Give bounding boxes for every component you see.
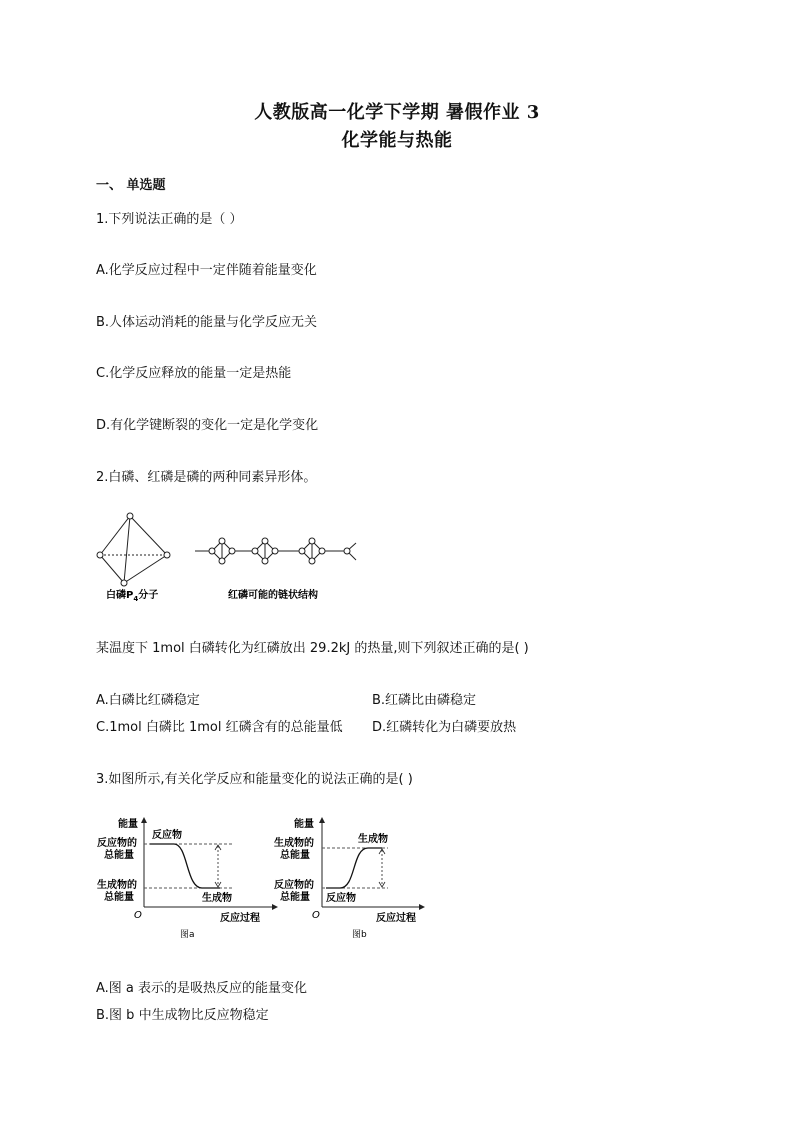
question-3-option-b: B.图 b 中生成物比反应物稳定 bbox=[96, 1008, 269, 1023]
fig-b-x-axis-label: 反应过程 bbox=[376, 913, 416, 924]
white-phosphorus-label: 白磷$P_4$分子 bbox=[106, 590, 159, 603]
question-1-option-b: B.人体运动消耗的能量与化学反应无关 bbox=[96, 315, 318, 330]
question-1-option-c: C.化学反应释放的能量一定是热能 bbox=[96, 366, 292, 381]
fig-a-bottom-level-label-2: 总能量 bbox=[104, 892, 134, 903]
fig-b-top-level-label-1: 生成物的 bbox=[274, 838, 314, 849]
fig-b-reactant-label: 反应物 bbox=[326, 893, 356, 904]
question-2-option-c: C.1mol 白磷比 1mol 红磷含有的总能量低 bbox=[96, 720, 343, 735]
fig-a-reactant-label: 反应物 bbox=[152, 830, 182, 841]
phosphorus-structure-figure bbox=[90, 508, 380, 608]
energy-diagram-a bbox=[92, 812, 282, 942]
fig-b-bottom-level-label-2: 总能量 bbox=[280, 892, 310, 903]
white-phosphorus-tetrahedron bbox=[100, 516, 167, 583]
fig-a-x-axis-label: 反应过程 bbox=[220, 913, 260, 924]
fig-a-bottom-level-label-1: 生成物的 bbox=[97, 880, 137, 891]
question-1-stem: 1.下列说法正确的是（ ） bbox=[96, 212, 243, 227]
question-2-stem: 2.白磷、红磷是磷的两种同素异形体。 bbox=[96, 470, 317, 485]
question-3-option-a: A.图 a 表示的是吸热反应的能量变化 bbox=[96, 981, 308, 996]
fig-a-top-level-label-2: 总能量 bbox=[104, 850, 134, 861]
document-subtitle: 化学能与热能 bbox=[341, 130, 453, 151]
question-3-stem: 3.如图所示,有关化学反应和能量变化的说法正确的是( ) bbox=[96, 772, 413, 787]
energy-diagram-b bbox=[270, 812, 430, 942]
question-1-option-a: A.化学反应过程中一定伴随着能量变化 bbox=[96, 263, 317, 278]
red-phosphorus-label: 红磷可能的链状结构 bbox=[228, 590, 318, 601]
fig-b-top-level-label-2: 总能量 bbox=[280, 850, 310, 861]
document-title: 人教版高一化学下学期 暑假作业 3 bbox=[254, 102, 540, 123]
section-heading: 一、 单选题 bbox=[96, 178, 166, 193]
fig-a-product-label: 生成物 bbox=[202, 893, 232, 904]
fig-a-origin-label: O bbox=[134, 910, 142, 921]
question-2-option-a: A.白磷比红磷稳定 bbox=[96, 693, 200, 708]
fig-a-y-axis-label: 能量 bbox=[118, 819, 138, 830]
question-1-option-d: D.有化学键断裂的变化一定是化学变化 bbox=[96, 418, 319, 433]
fig-a-caption: 图a bbox=[180, 930, 195, 940]
question-2-option-d: D.红磷转化为白磷要放热 bbox=[372, 720, 517, 735]
fig-a-top-level-label-1: 反应物的 bbox=[97, 838, 137, 849]
question-2-condition: 某温度下 1mol 白磷转化为红磷放出 29.2kJ 的热量,则下列叙述正确的是( ) bbox=[96, 641, 529, 656]
fig-b-caption: 图b bbox=[352, 930, 367, 940]
fig-b-product-label: 生成物 bbox=[358, 834, 388, 845]
fig-b-origin-label: O bbox=[312, 910, 320, 921]
fig-b-y-axis-label: 能量 bbox=[294, 819, 314, 830]
fig-b-bottom-level-label-1: 反应物的 bbox=[274, 880, 314, 891]
question-2-option-b: B.红磷比由磷稳定 bbox=[372, 693, 477, 708]
